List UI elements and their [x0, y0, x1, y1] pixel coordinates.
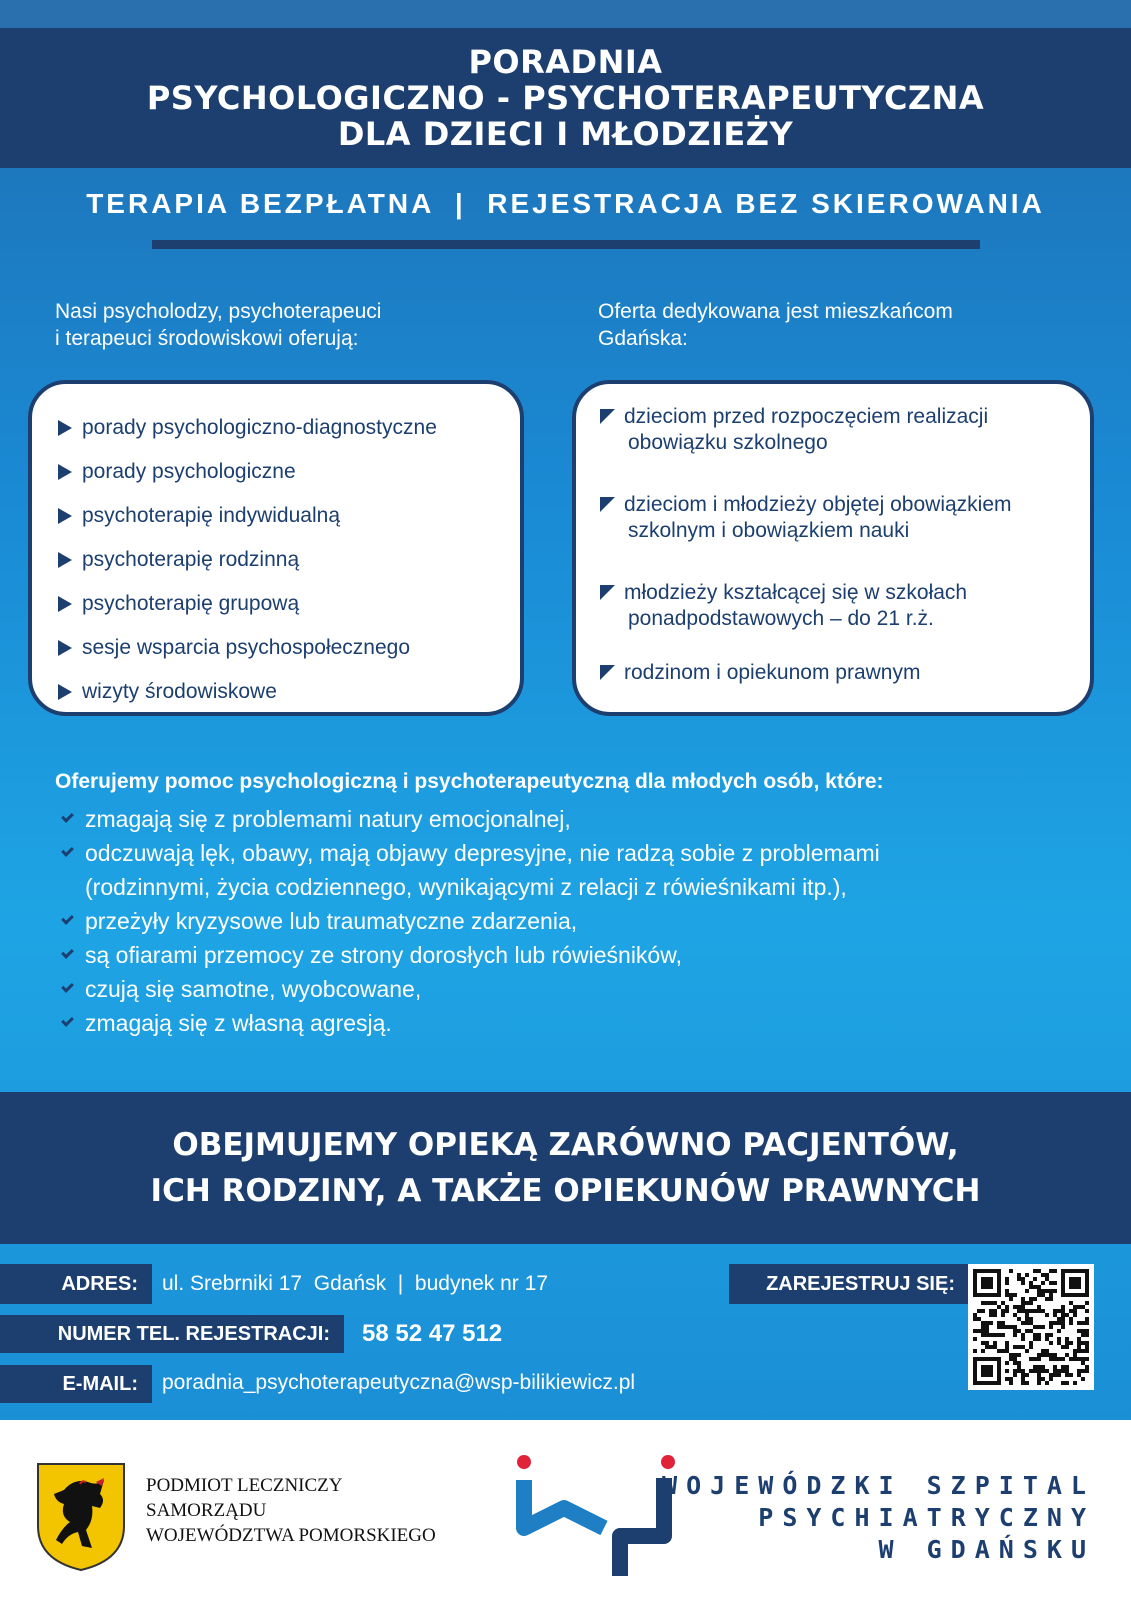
- care-band: [0, 1092, 1131, 1244]
- checkmark-icon: [61, 810, 74, 823]
- list-item-line2: ponadpodstawowych – do 21 r.ż.: [628, 607, 934, 630]
- list-item: [60, 972, 1070, 1006]
- services-list: [58, 406, 510, 714]
- corner-bullet-icon: [600, 585, 615, 600]
- offer-list: [60, 802, 1070, 1040]
- triangle-bullet-icon: [58, 464, 72, 480]
- list-item-label: psychoterapię rodzinną: [82, 548, 300, 571]
- header-title-line2: PSYCHOLOGICZNO - PSYCHOTERAPEUTYCZNA: [146, 79, 985, 117]
- list-item: [60, 938, 1070, 972]
- left-column-heading: [55, 298, 381, 352]
- list-item-label: porady psychologiczne: [82, 460, 296, 483]
- phone-value[interactable]: 58 52 47 512: [362, 1320, 503, 1347]
- list-item-line1: zmagają się z własną agresją.: [85, 1010, 392, 1036]
- email-label: E-MAIL:: [0, 1365, 152, 1403]
- list-item: [60, 836, 1070, 904]
- register-label: ZAREJESTRUJ SIĘ:: [729, 1264, 969, 1304]
- triangle-bullet-icon: [58, 596, 72, 612]
- triangle-bullet-icon: [58, 552, 72, 568]
- list-item-line2: szkolnym i obowiązkiem nauki: [628, 519, 910, 542]
- list-item: [600, 580, 1080, 632]
- list-item-label: psychoterapię grupową: [82, 592, 300, 615]
- list-item-line1: są ofiarami przemocy ze strony dorosłych lub rówieśników,: [85, 942, 682, 968]
- footer-right-text: [662, 1470, 1095, 1566]
- list-item-line1: dzieciom przed rozpoczęciem realizacji: [624, 405, 989, 428]
- list-item: [58, 626, 510, 670]
- checkmark-icon: [61, 912, 74, 925]
- list-item-line1: dzieciom i młodzieży objętej obowiązkiem: [624, 493, 1012, 516]
- list-item: [58, 450, 510, 494]
- hospital-logo-mark: [508, 1440, 678, 1584]
- offer-heading: Oferujemy pomoc psychologiczną i psychoterapeutyczną dla młodych osób, które:: [55, 770, 884, 793]
- top-strip: [0, 0, 1131, 28]
- list-item-label: psychoterapię indywidualną: [82, 504, 340, 527]
- list-item: [600, 660, 1080, 686]
- left-heading-line2: i terapeuci środowiskowi oferują:: [55, 327, 359, 350]
- qr-code[interactable]: [968, 1264, 1094, 1390]
- services-box: [28, 380, 524, 716]
- tagline-underline: [152, 240, 980, 249]
- list-item-line2: (rodzinnymi, życia codziennego, wynikającymi z relacji z rówieśnikami itp.),: [85, 874, 847, 900]
- list-item-line1: przeżyły kryzysowe lub traumatyczne zdarzenia,: [85, 908, 578, 934]
- qr-code-image: [973, 1269, 1089, 1385]
- list-item-line1: czują się samotne, wyobcowane,: [85, 976, 422, 1002]
- left-heading-line1: Nasi psycholodzy, psychoterapeuci: [55, 300, 382, 323]
- triangle-bullet-icon: [58, 508, 72, 524]
- phone-label: NUMER TEL. REJESTRACJI:: [0, 1315, 344, 1353]
- list-item: [60, 1006, 1070, 1040]
- footer-right-line1: WOJEWÓDZKI SZPITAL: [662, 1471, 1095, 1500]
- list-item-line1: młodzieży kształcącej się w szkołach: [624, 581, 968, 604]
- triangle-bullet-icon: [58, 420, 72, 436]
- list-item: [60, 904, 1070, 938]
- list-item-label: wizyty środowiskowe: [82, 680, 277, 703]
- triangle-bullet-icon: [58, 684, 72, 700]
- list-item: [600, 404, 1080, 456]
- header-title-line1: PORADNIA: [468, 43, 663, 81]
- list-item: [60, 802, 1070, 836]
- list-item: [58, 670, 510, 714]
- list-item: [58, 582, 510, 626]
- corner-bullet-icon: [600, 665, 615, 680]
- right-heading-line2: Gdańska:: [598, 327, 688, 350]
- list-item-line1: zmagają się z problemami natury emocjonalnej,: [85, 806, 571, 832]
- address-label: ADRES:: [0, 1264, 152, 1304]
- care-band-line1: OBEJMUJEMY OPIEKĄ ZARÓWNO PACJENTÓW,: [172, 1127, 959, 1163]
- checkmark-icon: [61, 844, 74, 857]
- footer-left-line1: PODMIOT LECZNICZY: [146, 1475, 343, 1496]
- list-item: [58, 494, 510, 538]
- email-value[interactable]: poradnia_psychoterapeutyczna@wsp-bilikiewicz.pl: [162, 1371, 636, 1394]
- list-item: [58, 406, 510, 450]
- list-item-label: sesje wsparcia psychospołecznego: [82, 636, 411, 659]
- list-item: [58, 538, 510, 582]
- list-item: [600, 492, 1080, 544]
- header-band: [0, 28, 1131, 168]
- footer-right-line2: PSYCHIATRYCZNY: [758, 1503, 1095, 1532]
- checkmark-icon: [61, 946, 74, 959]
- address-value: ul. Srebrniki 17 Gdańsk | budynek nr 17: [162, 1272, 548, 1295]
- corner-bullet-icon: [600, 497, 615, 512]
- header-title-line3: DLA DZIECI I MŁODZIEŻY: [337, 115, 794, 153]
- footer-right-line3: W GDAŃSKU: [878, 1535, 1095, 1564]
- list-item-line1: rodzinom i opiekunom prawnym: [624, 661, 921, 684]
- care-band-line2: ICH RODZINY, A TAKŻE OPIEKUNÓW PRAWNYCH: [150, 1173, 981, 1209]
- right-column-heading: [598, 298, 953, 352]
- triangle-bullet-icon: [58, 640, 72, 656]
- footer-left-line3: WOJEWÓDZTWA POMORSKIEGO: [146, 1525, 436, 1546]
- audience-box: [572, 380, 1094, 716]
- footer-left-line2: SAMORZĄDU: [146, 1500, 267, 1521]
- checkmark-icon: [61, 1014, 74, 1027]
- list-item-line2: obowiązku szkolnego: [628, 431, 828, 454]
- checkmark-icon: [61, 980, 74, 993]
- right-heading-line1: Oferta dedykowana jest mieszkańcom: [598, 300, 953, 323]
- tagline: TERAPIA BEZPŁATNA | REJESTRACJA BEZ SKIEROWANIA: [86, 188, 1045, 219]
- footer-left-text: [146, 1473, 436, 1548]
- list-item-label: porady psychologiczno-diagnostyczne: [82, 416, 437, 439]
- pomorskie-crest-logo: [34, 1460, 128, 1578]
- corner-bullet-icon: [600, 409, 615, 424]
- list-item-line1: odczuwają lęk, obawy, mają objawy depresyjne, nie radzą sobie z problemami: [85, 840, 880, 866]
- footer: [0, 1420, 1131, 1600]
